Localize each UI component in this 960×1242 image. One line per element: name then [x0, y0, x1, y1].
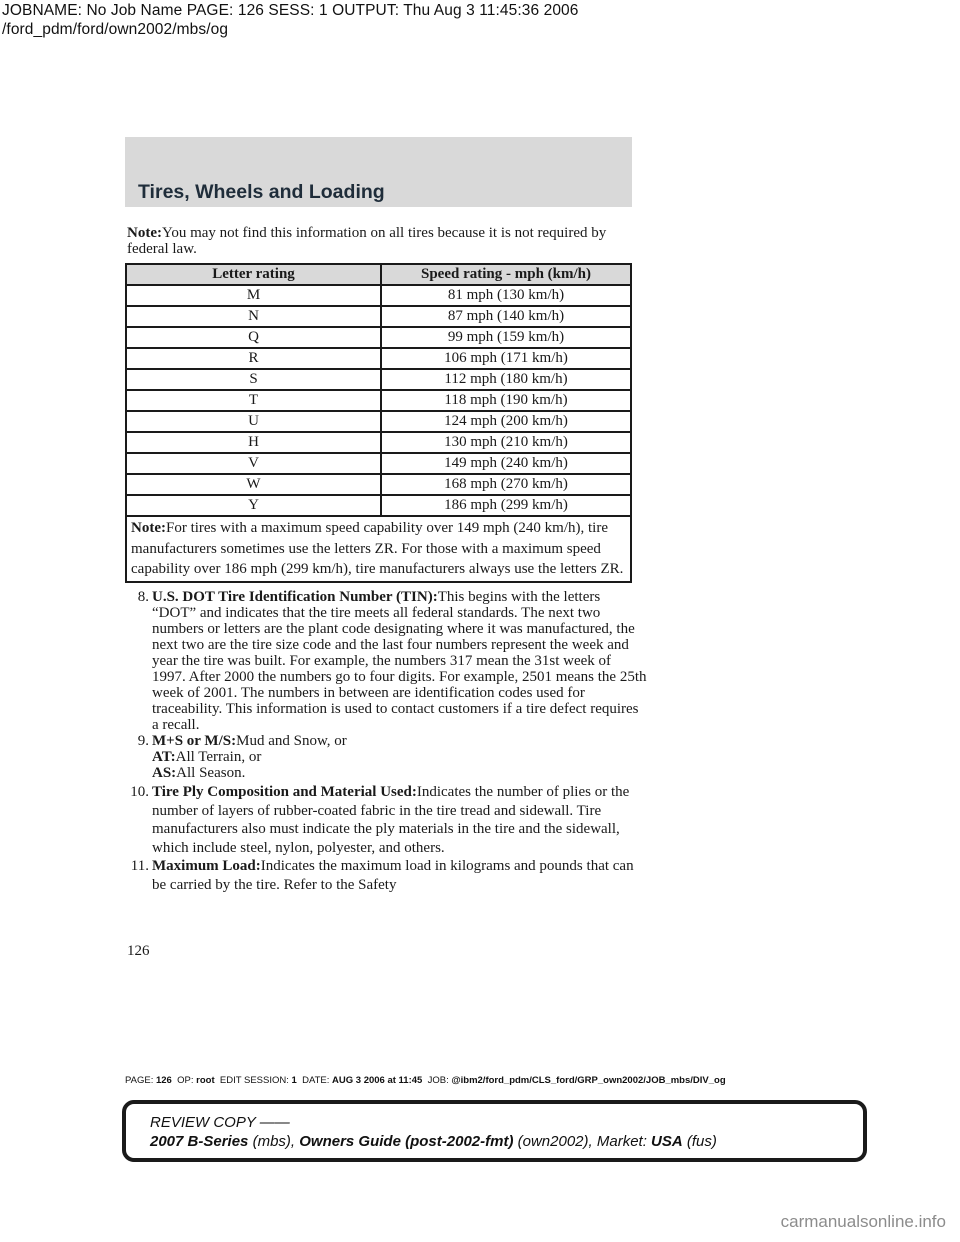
speed-cell: 112 mph (180 km/h) [381, 369, 631, 390]
item-number: 9. [137, 733, 149, 749]
table-row [126, 390, 631, 411]
table-note-text: For tires with a maximum speed capability over 149 mph (240 km/h), tire manufacturers sometimes use the letters ZR. For those with a maximum speed capability over 186 mph (299 km/h), tire manufacturers always use the letters ZR. [131, 520, 624, 577]
model-line: 2007 B-Series (mbs), Owners Guide (post-2002-fmt) (own2002), Market: USA (fus) [150, 1133, 717, 1150]
table-note-label: Note: [131, 520, 166, 536]
market-label: Market: [596, 1133, 647, 1150]
footer-session-value: 1 [291, 1075, 297, 1086]
footer-op-value: root [196, 1075, 215, 1086]
column-header-speed: Speed rating - mph (km/h) [381, 264, 631, 285]
review-copy-box [122, 1100, 867, 1162]
letter-cell: M [126, 285, 381, 306]
speed-cell: 99 mph (159 km/h) [381, 327, 631, 348]
item-text: Indicates the maximum load in kilograms and pounds that can be carried by the tire. Refer to the Safety [152, 858, 634, 893]
list-item-ply [127, 783, 647, 857]
speed-cell: 168 mph (270 km/h) [381, 474, 631, 495]
table-row [126, 306, 631, 327]
item-text: Mud and Snow, or [236, 733, 347, 749]
column-header-letter: Letter rating [126, 264, 381, 285]
table-row [126, 411, 631, 432]
footer-meta [125, 1075, 726, 1086]
letter-cell: V [126, 453, 381, 474]
table-row [126, 327, 631, 348]
section-title: Tires, Wheels and Loading [138, 181, 385, 203]
list-item-ms [127, 733, 647, 781]
table-row [126, 369, 631, 390]
item-text: All Season. [176, 765, 246, 781]
table-note-cell [126, 516, 631, 582]
speed-cell: 106 mph (171 km/h) [381, 348, 631, 369]
item-text: All Terrain, or [175, 749, 262, 765]
item-number: 11. [130, 858, 149, 874]
footer-job-value: @ibm2/ford_pdm/CLS_ford/GRP_own2002/JOB_mbs/DIV_og [451, 1075, 726, 1086]
guide-name: Owners Guide (post-2002-fmt) [299, 1133, 514, 1150]
table-row [126, 474, 631, 495]
job-header-line2: /ford_pdm/ford/own2002/mbs/og [2, 21, 229, 38]
speed-cell: 149 mph (240 km/h) [381, 453, 631, 474]
item-term: U.S. DOT Tire Identification Number (TIN): [152, 589, 438, 605]
speed-rating-table [125, 263, 632, 583]
note-text: You may not find this information on all tires because it is not required by federal law. [127, 225, 607, 257]
item-term: Tire Ply Composition and Material Used: [152, 784, 417, 800]
model-name: 2007 B-Series [150, 1133, 249, 1150]
speed-cell: 124 mph (200 km/h) [381, 411, 631, 432]
item-number: 8. [137, 589, 149, 605]
letter-cell: N [126, 306, 381, 327]
item-term: AT: [152, 749, 176, 765]
tire-info-list [127, 589, 647, 894]
table-row [126, 453, 631, 474]
footer-job-label: JOB: [427, 1075, 449, 1086]
list-item-load [127, 857, 647, 894]
speed-cell: 81 mph (130 km/h) [381, 285, 631, 306]
table-header-row [126, 264, 631, 285]
letter-cell: R [126, 348, 381, 369]
letter-cell: Y [126, 495, 381, 516]
item-text: Indicates the number of plies or the number of layers of rubber-coated fabric in the tire tread and sidewall. Tire manufacturers also must indicate the ply materials in the tire and the sidewall, which include steel, nylon, polyester, and others. [152, 784, 630, 856]
guide-code: (own2002) [517, 1133, 589, 1150]
item-term: M+S or M/S: [152, 733, 237, 749]
item-text: This begins with the letters “DOT” and indicates that the tire meets all federal standards. The next two numbers or letters are the plant code designating where it was manufactured, the next two are the tire size code and the last four numbers represent the week and year the tire was built. For example, the numbers 317 mean the 31st week of 1997. After 2000 the numbers go to four digits. For example, 2501 means the 25th week of 2001. The numbers in between are identification codes used for traceability. This information is used to contact customers if a tire defect requires a recall. [152, 589, 647, 733]
market-value: USA [651, 1133, 683, 1150]
market-code: (fus) [686, 1133, 717, 1150]
speed-cell: 186 mph (299 km/h) [381, 495, 631, 516]
table-note-row [126, 516, 631, 582]
job-header-line1: JOBNAME: No Job Name PAGE: 126 SESS: 1 OUTPUT: Thu Aug 3 11:45:36 2006 [2, 2, 579, 19]
table-row [126, 348, 631, 369]
footer-session-label: EDIT SESSION: [219, 1075, 289, 1086]
speed-cell: 87 mph (140 km/h) [381, 306, 631, 327]
item-term: Maximum Load: [152, 858, 261, 874]
speed-cell: 118 mph (190 km/h) [381, 390, 631, 411]
speed-cell: 130 mph (210 km/h) [381, 432, 631, 453]
item-term: AS: [152, 765, 177, 781]
note-label: Note: [127, 225, 162, 241]
item-number: 10. [130, 784, 149, 800]
review-copy-line: REVIEW COPY —— [150, 1114, 290, 1131]
letter-cell: W [126, 474, 381, 495]
letter-cell: S [126, 369, 381, 390]
section-header [125, 137, 632, 207]
letter-cell: T [126, 390, 381, 411]
table-row [126, 285, 631, 306]
footer-page-value: 126 [155, 1075, 172, 1086]
letter-cell: H [126, 432, 381, 453]
watermark: carmanualsonline.info [780, 1212, 946, 1231]
note-top [127, 225, 647, 257]
letter-cell: Q [126, 327, 381, 348]
footer-date-label: DATE: [302, 1075, 330, 1086]
footer-date-value: AUG 3 2006 at 11:45 [332, 1075, 423, 1086]
table-row [126, 495, 631, 516]
footer-op-label: OP: [177, 1075, 194, 1086]
letter-cell: U [126, 411, 381, 432]
model-code: (mbs) [252, 1133, 291, 1150]
page-number: 126 [127, 943, 150, 959]
footer-page-label: PAGE: [125, 1075, 154, 1086]
list-item-tin [127, 589, 647, 733]
table-row [126, 432, 631, 453]
